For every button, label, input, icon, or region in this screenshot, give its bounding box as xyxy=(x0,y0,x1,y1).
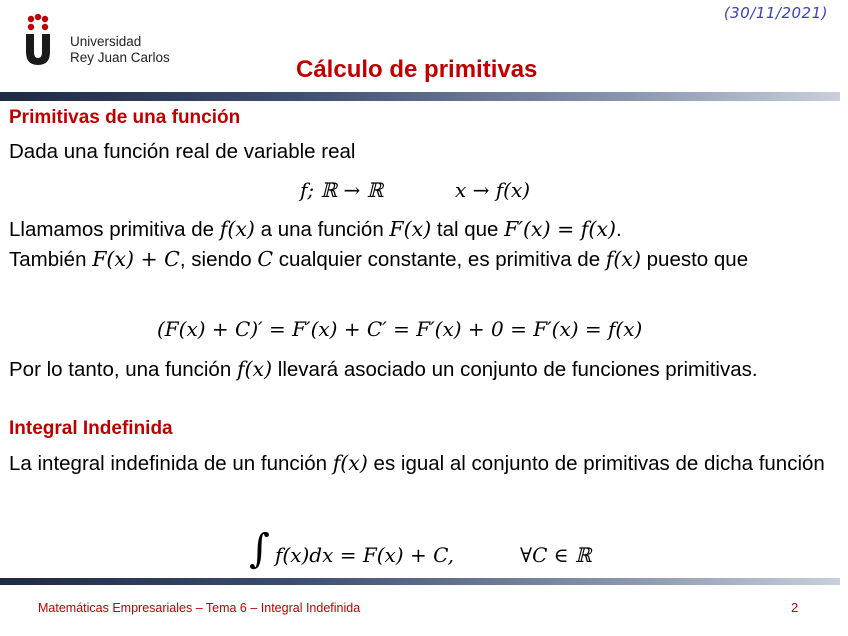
derivative-expr: (F(x) + C)′ = F′(x) + C′ = F′(x) + 0 = F′(x) = f(x) xyxy=(157,317,643,341)
text-run: También xyxy=(9,248,93,271)
text-run: Llamamos primitiva de xyxy=(9,218,220,241)
text-run: Por lo tanto, una función xyxy=(9,358,237,381)
math-C: C xyxy=(257,247,274,271)
text-run: puesto que xyxy=(640,248,749,271)
integral-body-expr: f(x)dx = F(x) + C, xyxy=(275,543,455,567)
text-run: . xyxy=(615,218,622,241)
section-heading-primitivas: Primitivas de una función xyxy=(9,107,241,128)
text-run: tal que xyxy=(431,218,505,241)
university-logo-icon xyxy=(18,14,58,66)
slide-title: Cálculo de primitivas xyxy=(296,56,538,83)
text-run: La integral indefinida de un función xyxy=(9,452,333,475)
university-name xyxy=(70,34,170,66)
section-heading-integral: Integral Indefinida xyxy=(9,418,173,439)
intro-text: Dada una función real de variable real xyxy=(9,140,356,163)
math-fx: f(x) xyxy=(236,357,273,381)
equation-integral xyxy=(275,543,454,567)
mapping-domain-expr: f; ℝ → ℝ xyxy=(300,178,384,202)
math-fx: f(x) xyxy=(219,217,255,241)
text-run: llevará asociado un conjunto de funciones primitivas. xyxy=(272,358,758,381)
text-run: es igual al conjunto de primitivas de dicha función xyxy=(367,452,825,475)
paragraph-conclusion xyxy=(9,356,839,383)
text-run: , siendo xyxy=(179,248,258,271)
paragraph-integral-definition xyxy=(9,450,839,477)
equation-mapping-rule xyxy=(455,178,530,202)
university-name-line2: Rey Juan Carlos xyxy=(70,50,170,65)
handwritten-date-annotation: (30/11/2021) xyxy=(723,4,828,22)
university-name-line1: Universidad xyxy=(70,34,142,49)
integral-sign: ∫ xyxy=(249,526,270,572)
equation-forall xyxy=(520,543,592,567)
equation-derivative xyxy=(157,317,642,341)
math-fx: f(x) xyxy=(605,247,641,271)
title-divider-bar xyxy=(0,92,840,101)
paragraph-primitive-definition xyxy=(9,216,839,243)
forall-expr: ∀C ∈ ℝ xyxy=(520,543,592,567)
footer-divider-bar xyxy=(0,578,840,585)
text-run: cualquier constante, es primitiva de xyxy=(273,248,606,271)
math-FxC: F(x) + C xyxy=(92,247,180,271)
math-condition: F′(x) = f(x) xyxy=(504,217,616,241)
mapping-rule-expr: x → f(x) xyxy=(455,178,531,202)
paragraph-constant-primitive xyxy=(9,246,809,273)
math-fx: f(x) xyxy=(332,451,368,475)
footer-course-label: Matemáticas Empresariales – Tema 6 – Integral Indefinida xyxy=(38,601,361,615)
math-Fx: F(x) xyxy=(389,217,432,241)
text-run: a una función xyxy=(254,218,390,241)
equation-mapping-domain xyxy=(300,178,383,202)
page-number: 2 xyxy=(791,600,799,615)
